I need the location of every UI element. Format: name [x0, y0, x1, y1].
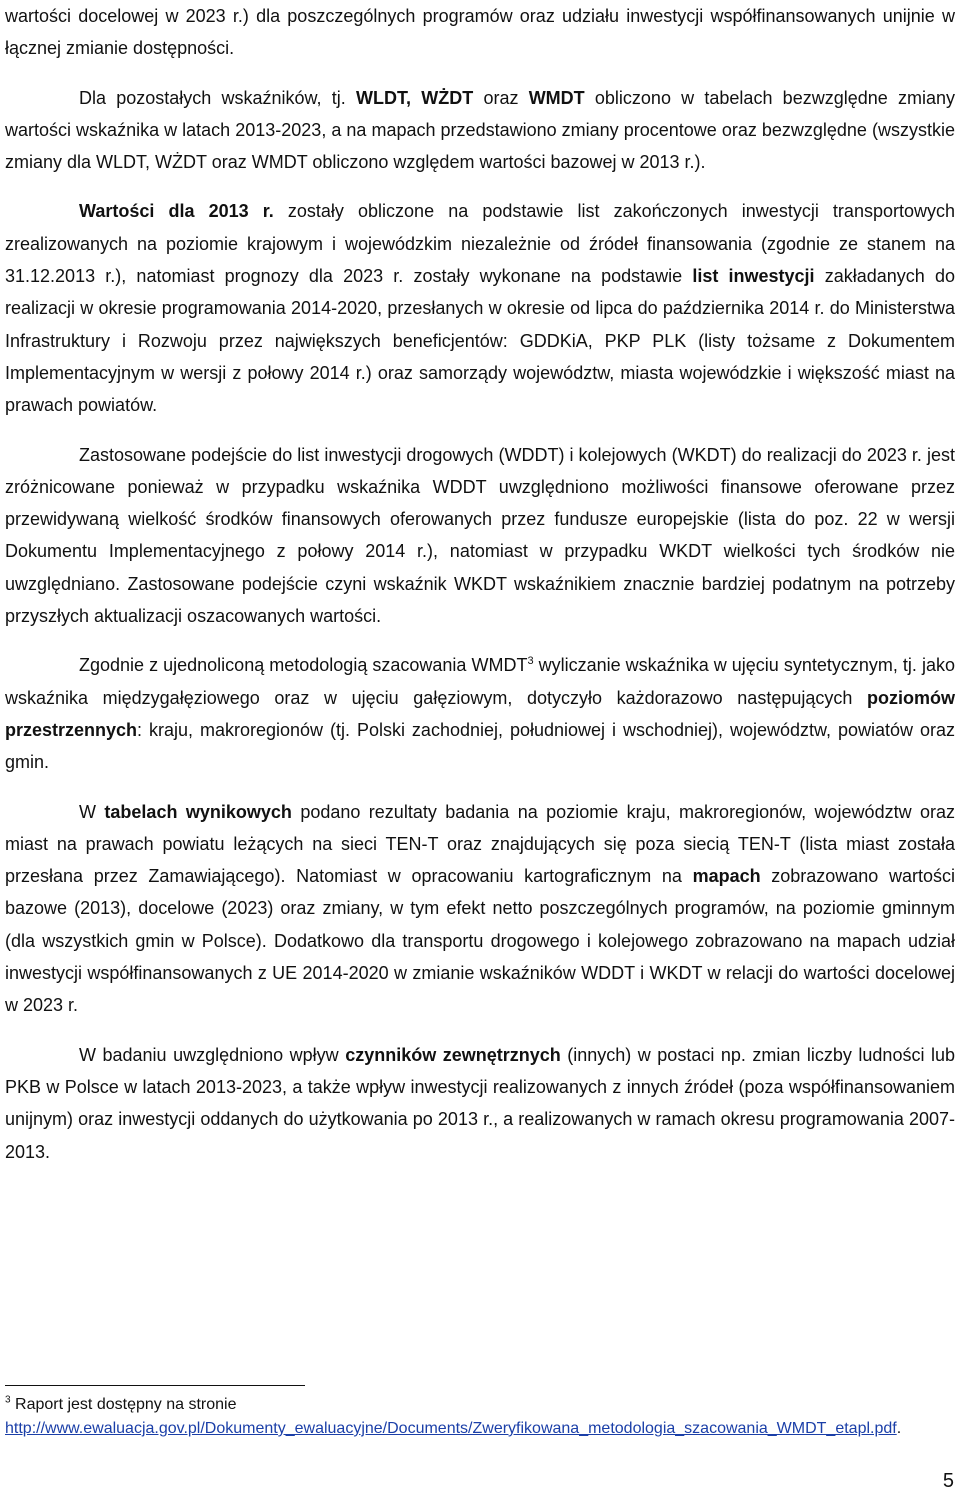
footnote-link-line: http://www.ewaluacja.gov.pl/Dokumenty_ewaluacyjne/Documents/Zweryfikowana_metodologia_szacowania_WMDT_etapl.pdf.: [5, 1420, 902, 1437]
document-body: [5, 0, 955, 1168]
paragraph-values-2013: Wartości dla 2013 r. zostały obliczone na podstawie list zakończonych inwestycji transportowych zrealizowanych na poziomie krajowym i wojewódzkim niezależnie od źródeł finansowania (zgodnie ze stanem na 31.12.2013 r.), natomiast prognozy dla 2023 r. zostały wykonane na podstawie list inwestycji zakładanych do realizacji w okresie programowania 2014-2020, przesłanych w okresie od lipca do października 2014 r. do Ministerstwa Infrastruktury i Rozwoju przez największych beneficjentów: GDDKiA, PKP PLK (listy tożsame z Dokumentem Implementacyjnym w wersji z połowy 2014 r.) oraz samorządy województw, miasta wojewódzkie i większość miast na prawach powiatów.: [5, 201, 955, 416]
paragraph-result-tables: W tabelach wynikowych podano rezultaty badania na poziomie kraju, makroregionów, województw oraz miast na prawach powiatu leżących na sieci TEN-T oraz znajdujących się poza siecią TEN-T (lista miast została przesłana przez Zamawiającego). Natomiast w opracowaniu kartograficznym na mapach zobrazowano wartości bazowe (2013), docelowe (2023) oraz zmiany, w tym efekt netto poszczególnych programów, na poziomie gminnym (dla wszystkich gmin w Polsce). Dodatkowo dla transportu drogowego i kolejowego zobrazowano na mapach udział inwestycji współfinansowanych z UE 2014-2020 w zmianie wskaźników WDDT i WKDT w relacji do wartości docelowej w 2023 r.: [5, 801, 956, 1016]
page-number: 5: [942, 1470, 954, 1492]
footnote-number: 3: [5, 1394, 11, 1406]
paragraph-approach: Zastosowane podejście do list inwestycji drogowych (WDDT) i kolejowych (WKDT) do realizacji do 2023 r. jest zróżnicowane ponieważ w przypadku wskaźnika WDDT uwzględniono możliwości finansowe oferowane przez przewidywaną wielkość środków finansowych oferowanych przez fundusze europejskie (lista do poz. 22 w wersji Dokumentu Implementacyjnego z połowy 2014 r.), natomiast w przypadku WKDT wielkości tych środków nie uwzględniano. Zastosowane podejście czyni wskaźnik WKDT wskaźnikiem znacznie bardziej podatnym na potrzeby przyszłych aktualizacji oszacowanych wartości.: [5, 444, 955, 627]
footnote-link[interactable]: http://www.ewaluacja.gov.pl/Dokumenty_ewaluacyjne/Documents/Zweryfikowana_metodologia_szacowania_WMDT_etapl.pdf: [5, 1420, 897, 1437]
footnote-separator: [5, 1385, 305, 1386]
paragraph-continuation: wartości docelowej w 2023 r.) dla poszczególnych programów oraz udziału inwestycji współfinansowanych unijnie w łącznej zmianie dostępności.: [5, 6, 955, 59]
footnote-text: $^3$ Raport jest dostępny na stronie: [5, 1394, 237, 1413]
paragraph-methodology: Zgodnie z ujednoliconą metodologią szacowania WMDT$^3$ wyliczanie wskaźnika w ujęciu syntetycznym, tj. jako wskaźnika międzygałęziowego oraz w ujęciu gałęziowym, dotyczyło każdorazowo następujących poziomów przestrzennych: kraju, makroregionów (tj. Polski zachodniej, południowej i wschodniej), województw, powiatów oraz gmin.: [5, 655, 955, 773]
footnote-reference[interactable]: 3: [527, 655, 534, 668]
footnote: [5, 1393, 955, 1441]
paragraph-external-factors: W badaniu uwzględniono wpływ czynników zewnętrznych (innych) w postaci np. zmian liczby ludności lub PKB w Polsce w latach 2013-2023, a także wpływ inwestycji realizowanych z innych źródeł (poza współfinansowaniem unijnym) oraz inwestycji oddanych do użytkowania po 2013 r., a realizowanych w ramach okresu programowania 2007-2013.: [5, 1044, 955, 1162]
paragraph-other-indicators: Dla pozostałych wskaźników, tj. WLDT, WŻDT oraz WMDT obliczono w tabelach bezwzględne zmiany wartości wskaźnika w latach 2013-2023, a na mapach przedstawiono zmiany procentowe oraz bezwzględne (wszystkie zmiany dla WLDT, WŻDT oraz WMDT obliczono względem wartości bazowej w 2013 r.).: [5, 87, 955, 173]
